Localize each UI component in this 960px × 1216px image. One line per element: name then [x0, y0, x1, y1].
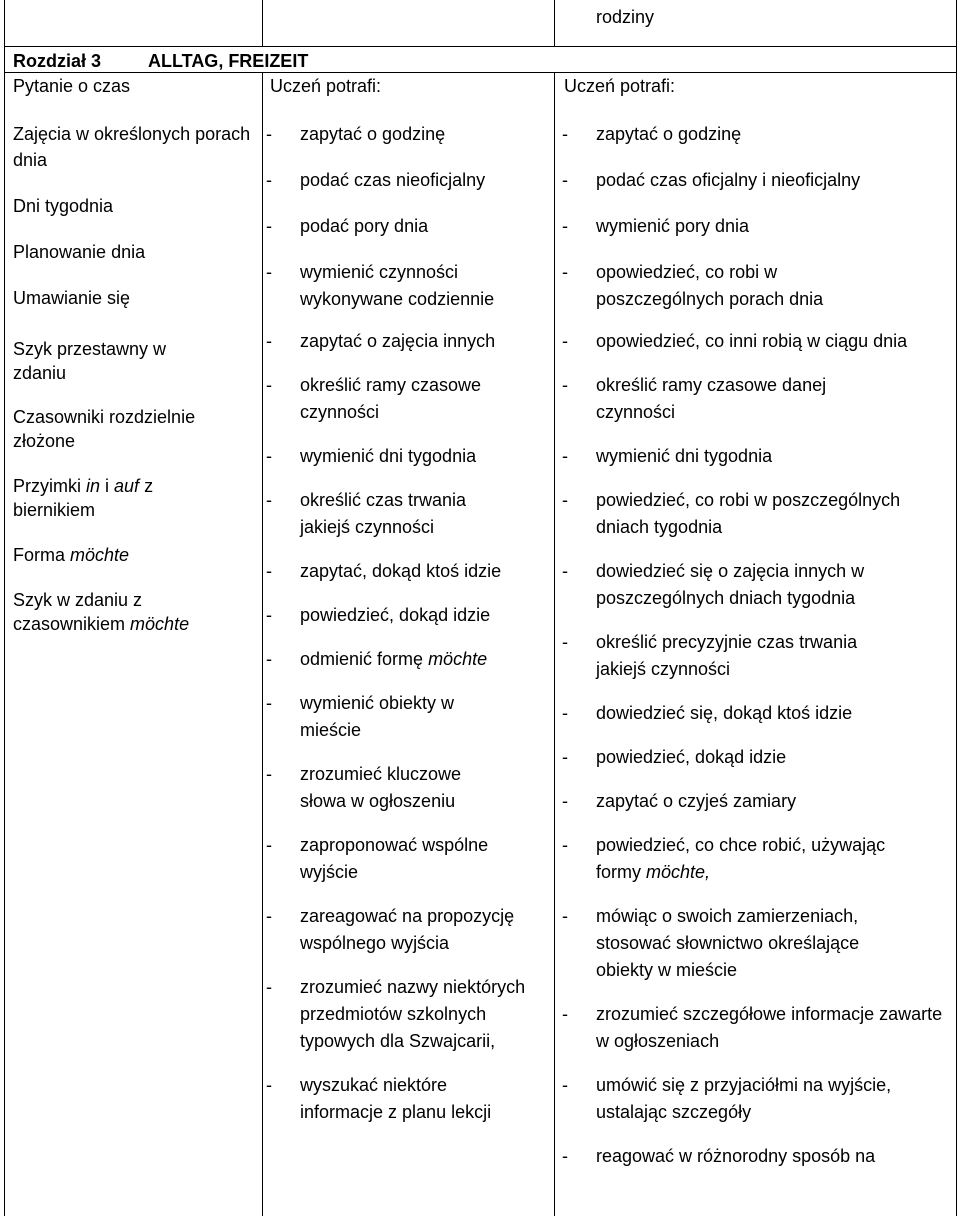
- list-item: - powiedzieć, dokąd idzie: [266, 605, 491, 625]
- list-item: - zapytać o godzinę: [266, 124, 446, 144]
- list-item: - mówiąc o swoich zamierzeniach, stosować słownictwo określające obiekty w mieście: [562, 906, 860, 980]
- header-col3: Uczeń potrafi:: [564, 76, 676, 96]
- list-item: - zapytać, dokąd ktoś idzie: [266, 561, 502, 581]
- table-border: [554, 72, 555, 1216]
- table-border: [956, 0, 957, 1216]
- list-item: - wymienić dni tygodnia: [266, 446, 477, 466]
- list-item: - powiedzieć, dokąd idzie: [562, 747, 787, 767]
- topic-item: Zajęcia w określonych porach dnia: [13, 124, 251, 170]
- list-item: - określić precyzyjnie czas trwania jakiejś czynności: [562, 632, 858, 679]
- list-item: - wyszukać niektóre informacje z planu lekcji: [266, 1075, 492, 1122]
- table-border: [554, 0, 555, 46]
- section1-topics: [13, 121, 253, 311]
- list-item: - wymienić obiekty w mieście: [266, 693, 455, 740]
- list-item: - podać czas nieoficjalny: [266, 170, 486, 190]
- topic-item: Szyk w zdaniu z czasownikiem möchte: [13, 590, 190, 634]
- topic-item: Umawianie się: [13, 288, 131, 308]
- section2-topics: [13, 337, 245, 636]
- table-border: [4, 72, 956, 73]
- list-item: - zapytać o zajęcia innych: [266, 331, 496, 351]
- list-item: - określić ramy czasowe czynności: [266, 375, 482, 422]
- list-item: - opowiedzieć, co robi w poszczególnych porach dnia: [562, 262, 824, 309]
- chapter-label: Rozdział 3: [13, 51, 102, 71]
- section2-extended-list: [562, 328, 946, 1170]
- list-item: - zareagować na propozycję wspólnego wyjścia: [266, 906, 515, 953]
- table-border: [262, 72, 263, 1216]
- top-right-cell-text: rodziny: [596, 7, 655, 27]
- list-item: - zaproponować wspólne wyjście: [266, 835, 489, 882]
- list-item: - wymienić pory dnia: [562, 216, 750, 236]
- list-item: - zapytać o godzinę: [562, 124, 742, 144]
- list-item: - określić czas trwania jakiejś czynności: [266, 490, 467, 537]
- list-item: - wymienić czynności wykonywane codziennie: [266, 262, 495, 309]
- topic-item: Przyimki in i auf z biernikiem: [13, 476, 154, 520]
- list-item: - podać pory dnia: [266, 216, 429, 236]
- list-item: - reagować w różnorodny sposób na: [562, 1146, 876, 1166]
- list-item: - zapytać o czyjeś zamiary: [562, 791, 797, 811]
- section1-extended-list: [562, 121, 942, 313]
- header-col2: Uczeń potrafi:: [270, 76, 382, 96]
- list-item: - powiedzieć, co chce robić, używając formy möchte,: [562, 835, 886, 882]
- table-border: [262, 0, 263, 46]
- topic-item: Czasowniki rozdzielnie złożone: [13, 407, 196, 451]
- topic-item: Szyk przestawny w zdaniu: [13, 339, 167, 383]
- list-item: - dowiedzieć się o zajęcia innych w poszczególnych dniach tygodnia: [562, 561, 865, 608]
- topic-item: Forma möchte: [13, 545, 130, 565]
- list-item: - zrozumieć kluczowe słowa w ogłoszeniu: [266, 764, 462, 811]
- list-item: - podać czas oficjalny i nieoficjalny: [562, 170, 861, 190]
- topic-item: Planowanie dnia: [13, 242, 146, 262]
- list-item: - dowiedzieć się, dokąd ktoś idzie: [562, 703, 853, 723]
- list-item: - opowiedzieć, co inni robią w ciągu dnia: [562, 331, 908, 351]
- chapter-title: ALLTAG, FREIZEIT: [148, 51, 309, 71]
- list-item: - umówić się z przyjaciółmi na wyjście, ustalając szczegóły: [562, 1075, 892, 1122]
- section1-basic-list: [266, 121, 546, 313]
- list-item: - zrozumieć szczegółowe informacje zawarte w ogłoszeniach: [562, 1004, 943, 1051]
- topic-item: Dni tygodnia: [13, 196, 114, 216]
- table-border: [4, 46, 956, 47]
- section2-basic-list: [266, 328, 546, 1126]
- list-item: - odmienić formę möchte: [266, 649, 488, 669]
- list-item: - wymienić dni tygodnia: [562, 446, 773, 466]
- list-item: - powiedzieć, co robi w poszczególnych dniach tygodnia: [562, 490, 901, 537]
- list-item: - zrozumieć nazwy niektórych przedmiotów szkolnych typowych dla Szwajcarii,: [266, 977, 526, 1051]
- table-border: [4, 0, 5, 1216]
- list-item: - określić ramy czasowe danej czynności: [562, 375, 827, 422]
- header-col1: Pytanie o czas: [13, 76, 131, 96]
